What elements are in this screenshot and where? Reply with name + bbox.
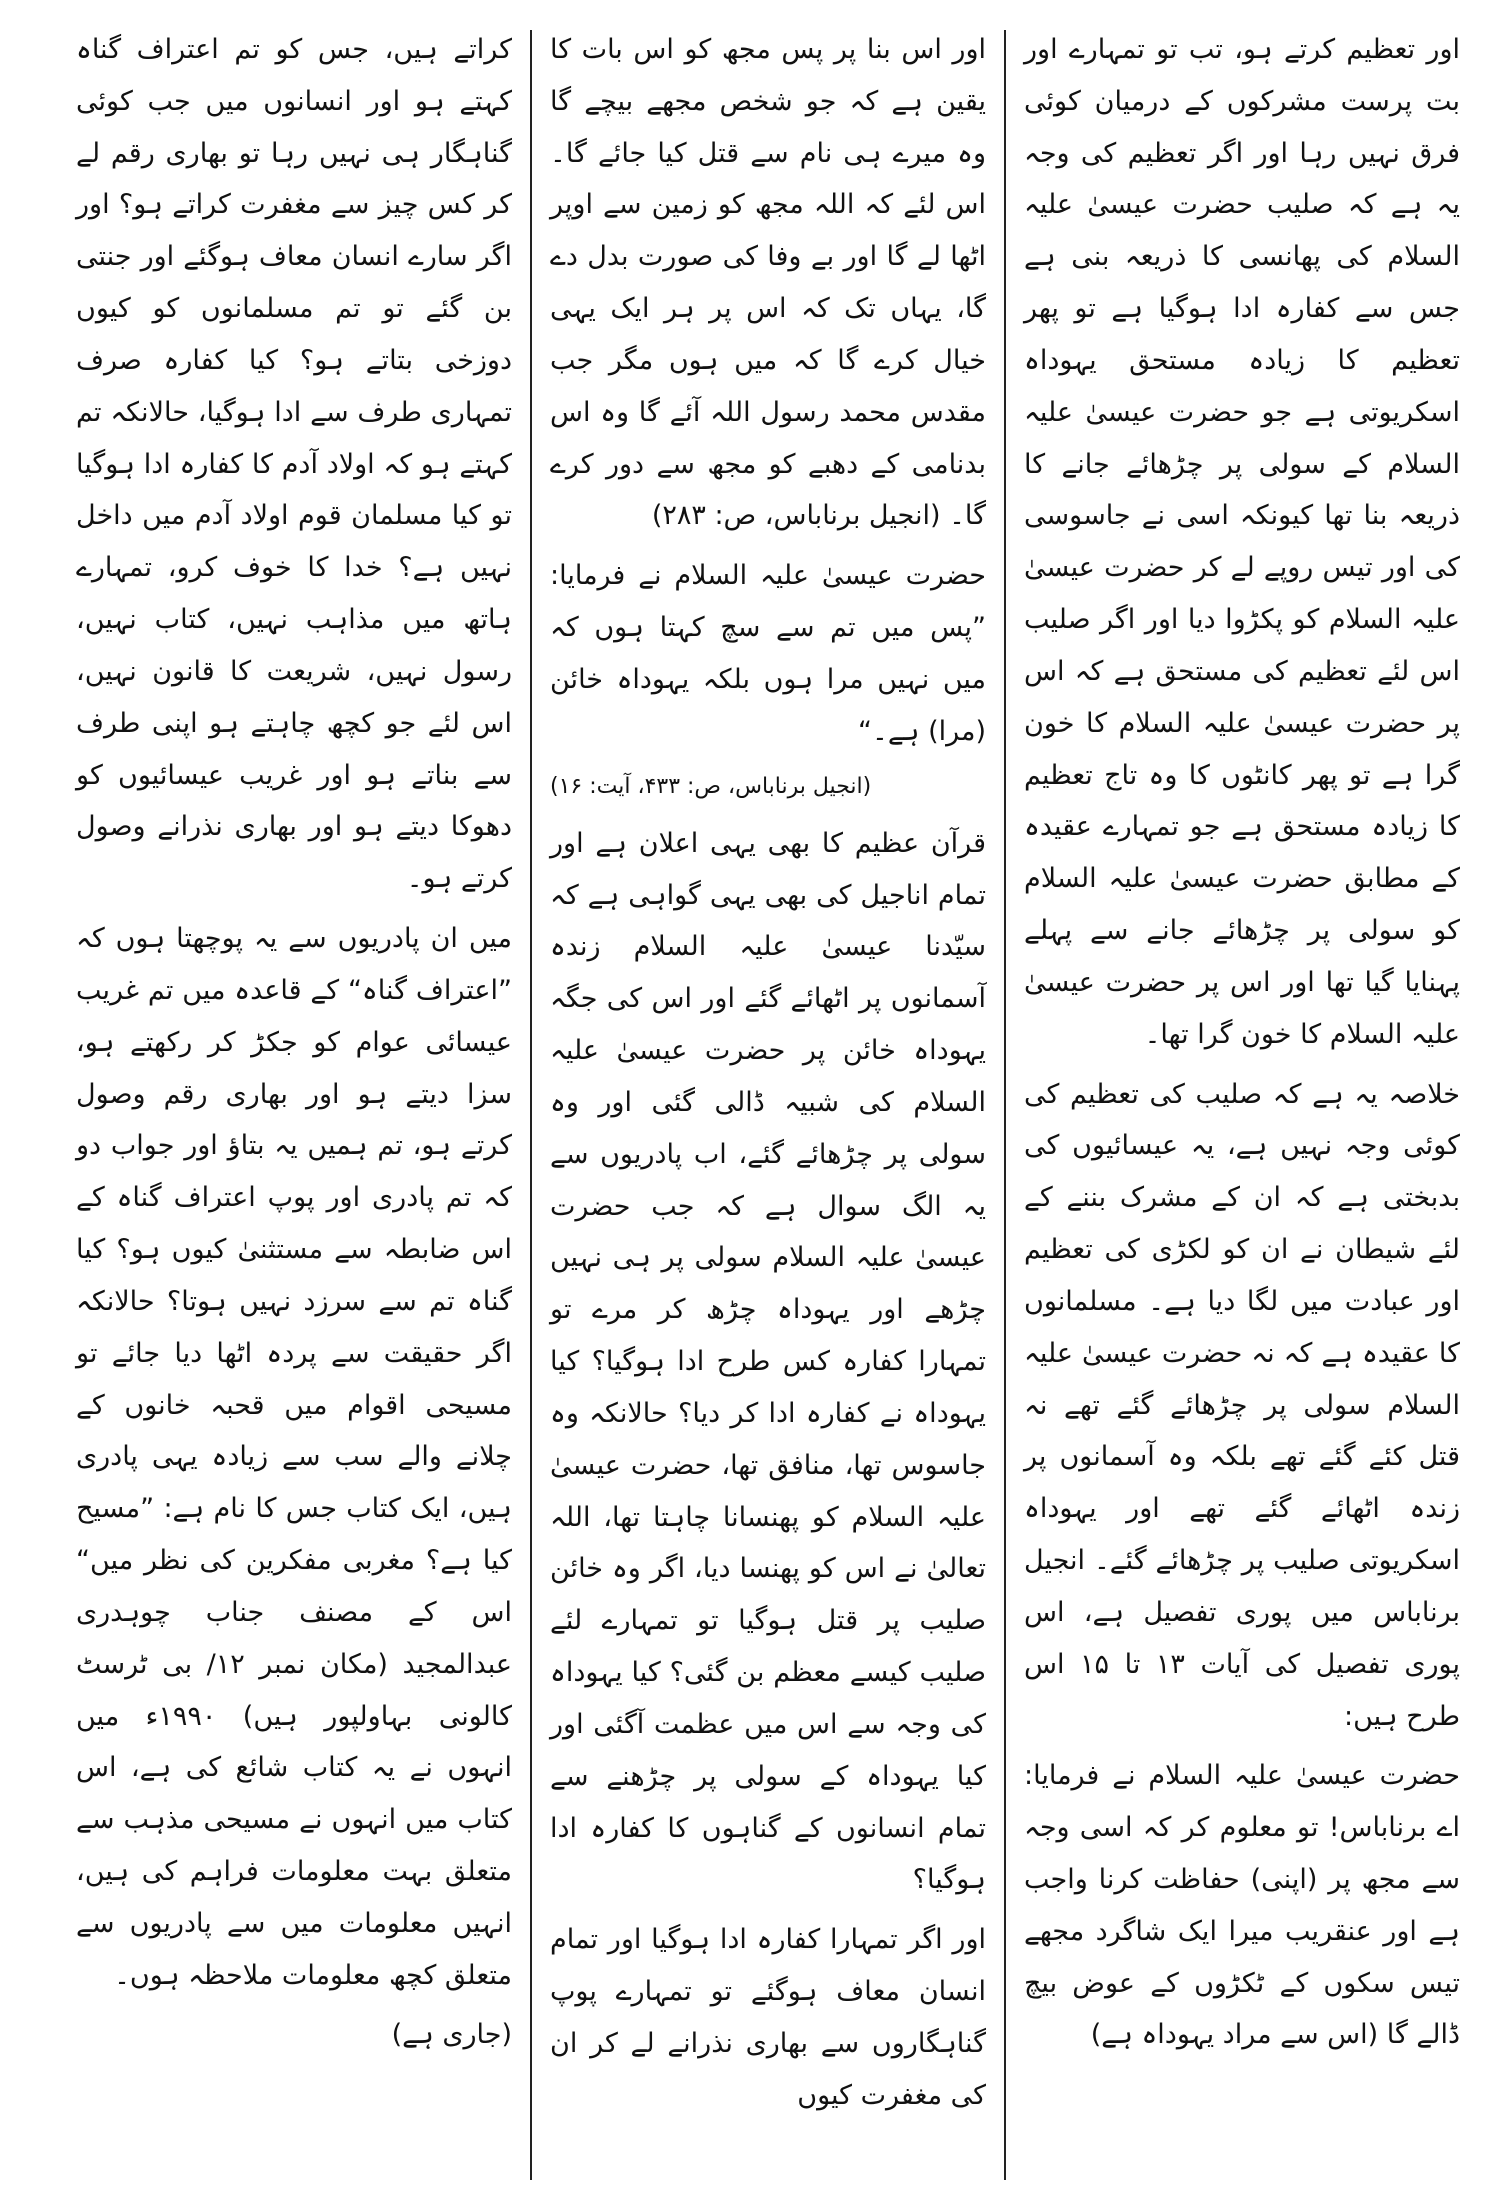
citation: (انجیل برناباس، ص: ۴۳۳، آیت: ۱۶) bbox=[550, 773, 872, 799]
paragraph: اور اس بنا پر پس مجھ کو اس بات کا یقین ہے کہ جو شخص مجھے بیچے گا وہ میرے ہی نام سے قتل کیا جائے گا۔ اس لئے کہ اللہ مجھ کو زمین سے اوپر اٹھا لے گا اور بے وفا کی صورت بدل دے گا، یہاں تک کہ اس پر ہر ایک یہی خیال کرے گا کہ میں ہوں مگر جب مقدس محمد رسول اللہ آئے گا وہ اس بدنامی کے دھبے کو مجھ سے دور کرے گا۔ (انجیل برناباس، ص: ۲۸۳) bbox=[550, 34, 986, 532]
column-left bbox=[58, 24, 530, 2180]
column-right bbox=[1006, 24, 1478, 2180]
paragraph: قرآن عظیم کا بھی یہی اعلان ہے اور تمام اناجیل کی بھی یہی گواہی ہے کہ سیّدنا عیسیٰ علیہ السلام زندہ آسمانوں پر اٹھائے گئے اور اس کی جگہ یہوداہ خائن پر حضرت عیسیٰ علیہ السلام کی شبیہ ڈالی گئی اور وہ سولی پر چڑھائے گئے، اب پادریوں سے یہ الگ سوال ہے کہ جب حضرت عیسیٰ علیہ السلام سولی پر ہی نہیں چڑھے اور یہوداہ چڑھ کر مرے تو تمہارا کفارہ کس طرح ادا ہوگیا؟ کیا یہوداہ نے کفارہ ادا کر دیا؟ حالانکہ وہ جاسوس تھا، منافق تھا، حضرت عیسیٰ علیہ السلام کو پھنسانا چاہتا تھا، اللہ تعالیٰ نے اس کو پھنسا دیا، اگر وہ خائن صلیب پر قتل ہوگیا تو تمہارے لئے صلیب کیسے معظم بن گئی؟ کیا یہوداہ کی وجہ سے اس میں عظمت آگئی اور کیا یہوداہ کے سولی پر چڑھنے سے تمام انسانوں کے گناہوں کا کفارہ ادا ہوگیا؟ bbox=[550, 827, 986, 1896]
paragraph: حضرت عیسیٰ علیہ السلام نے فرمایا: ”پس میں تم سے سچ کہتا ہوں کہ میں نہیں مرا ہوں بلکہ یہوداہ خائن (مرا) ہے۔“ bbox=[550, 560, 986, 747]
continued-note: (جاری ہے) bbox=[391, 2019, 512, 2051]
paragraph: میں ان پادریوں سے یہ پوچھتا ہوں کہ ”اعتراف گناہ“ کے قاعدہ میں تم غریب عیسائی عوام کو جکڑ کر رکھتے ہو، سزا دیتے ہو اور بھاری رقم وصول کرتے ہو، تم ہمیں یہ بتاؤ اور جواب دو کہ تم پادری اور پوپ اعتراف گناہ کے اس ضابطہ سے مستثنیٰ کیوں ہو؟ کیا گناہ تم سے سرزد نہیں ہوتا؟ حالانکہ اگر حقیقت سے پردہ اٹھا دیا جائے تو مسیحی اقوام میں قحبہ خانوں کے چلانے والے سب سے زیادہ یہی پادری ہیں، ایک کتاب جس کا نام ہے: ”مسیح کیا ہے؟ مغربی مفکرین کی نظر میں“ اس کے مصنف جناب چوہدری عبدالمجید (مکان نمبر ۱۲/ بی ٹرسٹ کالونی بہاولپور ہیں) ۱۹۹۰ء میں انہوں نے یہ کتاب شائع کی ہے، اس کتاب میں انہوں نے مسیحی مذہب سے متعلق بہت معلومات فراہم کی ہیں، انہیں معلومات میں سے پادریوں سے متعلق کچھ معلومات ملاحظہ ہوں۔ bbox=[76, 923, 512, 1991]
paragraph: اور اگر تمہارا کفارہ ادا ہوگیا اور تمام انسان معاف ہوگئے تو تمہارے پوپ گناہگاروں سے بھاری نذرانے لے کر ان کی مغفرت کیوں bbox=[550, 1924, 986, 2111]
paragraph: کراتے ہیں، جس کو تم اعتراف گناہ کہتے ہو اور انسانوں میں جب کوئی گناہگار ہی نہیں رہا تو بھاری رقم لے کر کس چیز سے مغفرت کراتے ہو؟ اور اگر سارے انسان معاف ہوگئے اور جنتی بن گئے تو تم مسلمانوں کو کیوں دوزخی بتاتے ہو؟ کیا کفارہ صرف تمہاری طرف سے ادا ہوگیا، حالانکہ تم کہتے ہو کہ اولاد آدم کا کفارہ ادا ہوگیا تو کیا مسلمان قوم اولاد آدم میں داخل نہیں ہے؟ خدا کا خوف کرو، تمہارے ہاتھ میں مذاہب نہیں، کتاب نہیں، رسول نہیں، شریعت کا قانون نہیں، اس لئے جو کچھ چاہتے ہو اپنی طرف سے بناتے ہو اور غریب عیسائیوں کو دھوکا دیتے ہو اور بھاری نذرانے وصول کرتے ہو۔ bbox=[76, 34, 512, 895]
paragraph: خلاصہ یہ ہے کہ صلیب کی تعظیم کی کوئی وجہ نہیں ہے، یہ عیسائیوں کی بدبختی ہے کہ ان کے مشرک بننے کے لئے شیطان نے ان کو لکڑی کی تعظیم اور عبادت میں لگا دیا ہے۔ مسلمانوں کا عقیدہ ہے کہ نہ حضرت عیسیٰ علیہ السلام سولی پر چڑھائے گئے تھے نہ قتل کئے گئے تھے بلکہ وہ آسمانوں پر زندہ اٹھائے گئے تھے اور یہوداہ اسکریوتی صلیب پر چڑھائے گئے۔ انجیل برناباس میں پوری تفصیل ہے، اس پوری تفصیل کی آیات ۱۳ تا ۱۵ اس طرح ہیں: bbox=[1024, 1078, 1461, 1732]
paragraph: حضرت عیسیٰ علیہ السلام نے فرمایا: اے برناباس! تو معلوم کر کہ اسی وجہ سے مجھ پر (اپنی) حفاظت کرنا واجب ہے اور عنقریب میرا ایک شاگرد مجھے تیس سکوں کے ٹکڑوں کے عوض بیچ ڈالے گا (اس سے مراد یہوداہ ہے) bbox=[1024, 1760, 1460, 2051]
paragraph: اور تعظیم کرتے ہو، تب تو تمہارے اور بت پرست مشرکوں کے درمیان کوئی فرق نہیں رہا اور اگر تعظیم کی وجہ یہ ہے کہ صلیب حضرت عیسیٰ علیہ السلام کی پھانسی کا ذریعہ بنی ہے جس سے کفارہ ادا ہوگیا ہے تو پھر تعظیم کا زیادہ مستحق یہوداہ اسکریوتی ہے جو حضرت عیسیٰ علیہ السلام کے سولی پر چڑھائے جانے کا ذریعہ بنا تھا کیونکہ اسی نے جاسوسی کی اور تیس روپے لے کر حضرت عیسیٰ علیہ السلام کو پکڑوا دیا اور اگر صلیب اس لئے تعظیم کی مستحق ہے کہ اس پر حضرت عیسیٰ علیہ السلام کا خون گرا ہے تو پھر کانٹوں کا وہ تاج تعظیم کا زیادہ مستحق ہے جو تمہارے عقیدہ کے مطابق حضرت عیسیٰ علیہ السلام کو سولی پر چڑھائے جانے سے پہلے پہنایا گیا تھا اور اس پر حضرت عیسیٰ علیہ السلام کا خون گرا تھا۔ bbox=[1024, 34, 1460, 1050]
column-middle bbox=[532, 24, 1004, 2180]
